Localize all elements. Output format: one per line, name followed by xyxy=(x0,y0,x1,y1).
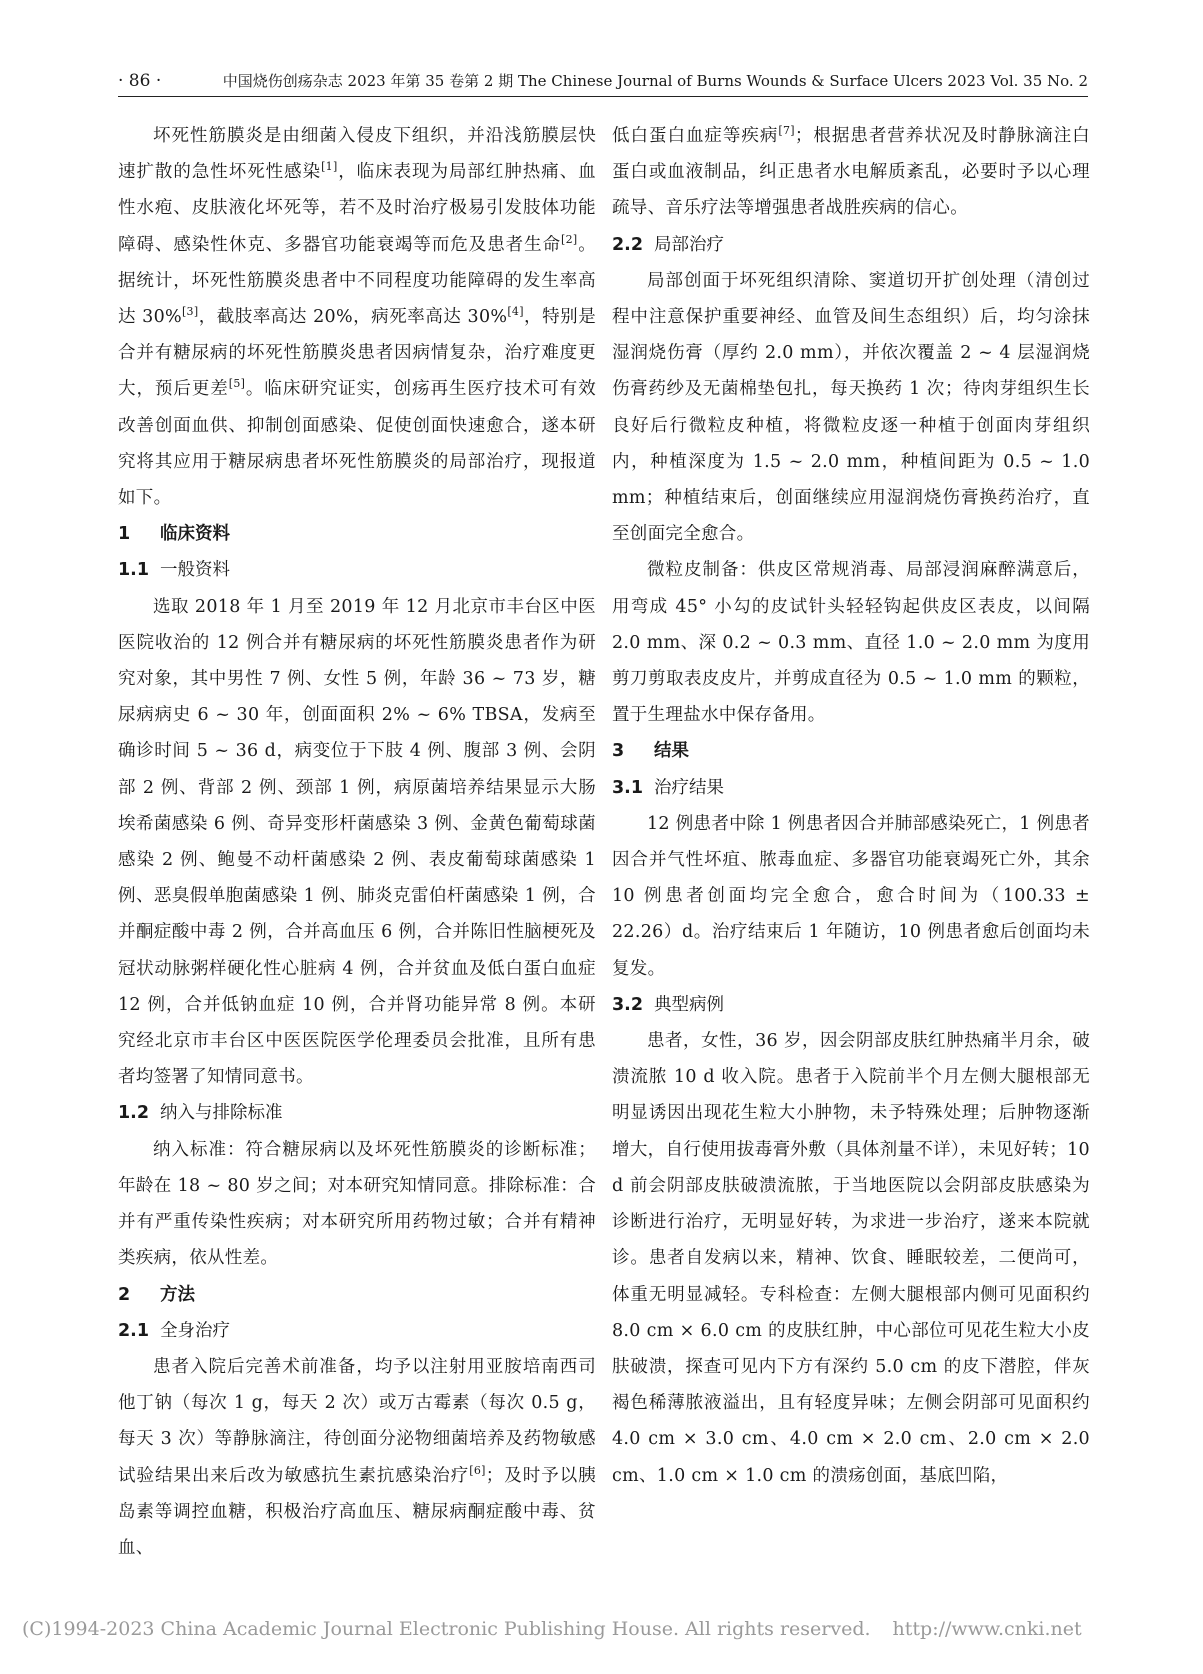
subsection-heading-2-1: 2.1 全身治疗 xyxy=(118,1320,230,1341)
citation[interactable]: [1] xyxy=(321,160,338,174)
case-report-paragraph: 患者，女性，36 岁，因会阴部皮肤红肿热痛半月余，破溃流脓 10 d 收入院。患者于入院前半个月左侧大腿根部无明显诱因出现花生粒大小肿物，未予特殊处理；后肿物逐渐增大，自行使用拔毒膏外敷（具体剂量不详），未见好转；10 d 前会阴部皮肤破溃流脓，于当地医院以会阴部皮肤感染为诊断进行治疗，无明显好转，为求进一步治疗，遂来本院就诊。患者自发病以来，精神、饮食、睡眠较差，二便尚可，体重无明显减轻。专科检查：左侧大腿根部内侧可见面积约 8.0 cm × 6.0 cm 的皮肤红肿，中心部位可见花生粒大小皮肤破溃，探查可见内下方有深约 5.0 cm 的皮下潜腔，伴灰褐色稀薄脓液溢出，且有轻度异味；左侧会阴部可见面积约 4.0 cm × 3.0 cm、4.0 cm × 2.0 cm、2.0 cm × 2.0 cm、1.0 cm × 1.0 cm 的溃疡创面，基底凹陷， xyxy=(612,1031,1090,1486)
subsection-heading-1-1: 1.1 一般资料 xyxy=(118,560,230,581)
intro-paragraph: 坏死性筋膜炎是由细菌入侵皮下组织，并沿浅筋膜层快速扩散的急性坏死性感染[1]，临床表现为局部红肿热痛、血性水疱、皮肤液化坏死等，若不及时治疗极易引发肢体功能障碍、感染性休克、多器官功能衰竭等而危及患者生命[2]。据统计，坏死性筋膜炎患者中不同程度功能障碍的发生率高达 30%[3]，截肢率高达 20%，病死率高达 30%[4]，特别是合并有糖尿病的坏死性筋膜炎患者因病情复杂，治疗难度更大，预后更差[5]。临床研究证实，创疡再生医疗技术可有效改善创面血供、抑制创面感染、促使创面快速愈合，遂本研究将其应用于糖尿病患者坏死性筋膜炎的局部治疗，现报道如下。 xyxy=(118,126,597,509)
subsection-heading-2-2: 2.2 局部治疗 xyxy=(612,234,724,255)
general-data-paragraph: 选取 2018 年 1 月至 2019 年 12 月北京市丰台区中医医院收治的 12 例合并有糖尿病的坏死性筋膜炎患者作为研究对象，其中男性 7 例、女性 5 例，年龄 36 ~ 73 岁，糖尿病病史 6 ~ 30 年，创面面积 2% ~ 6% TBSA，发病至确诊时间 5 ~ 36 d，病变位于下肢 4 例、腹部 3 例、会阴部 2 例、背部 2 例、颈部 1 例，病原菌培养结果显示大肠埃希菌感染 6 例、奇异变形杆菌感染 3 例、金黄色葡萄球菌感染 2 例、鲍曼不动杆菌感染 2 例、表皮葡萄球菌感染 1 例、恶臭假单胞菌感染 1 例、肺炎克雷伯杆菌感染 1 例，合并酮症酸中毒 2 例，合并高血压 6 例，合并陈旧性脑梗死及冠状动脉粥样硬化性心脏病 4 例，合并贫血及低白蛋白血症 12 例，合并低钠血症 10 例，合并肾功能异常 8 例。本研究经北京市丰台区中医医院医学伦理委员会批准，且所有患者均签署了知情同意书。 xyxy=(118,596,596,1088)
citation[interactable]: [3] xyxy=(181,305,199,319)
systemic-treatment-paragraph: 患者入院后完善术前准备，均予以注射用亚胺培南西司他丁钠（每次 1 g，每天 2 次）或万古霉素（每次 0.5 g，每天 3 次）等静脉滴注，待创面分泌物细菌培养及药物敏感试验结果出来后改为敏感抗生素抗感染治疗[6]；及时予以胰岛素等调控血糖，积极治疗高血压、糖尿病酮症酸中毒、贫血、 xyxy=(118,1356,596,1558)
header-rule xyxy=(118,96,1088,97)
criteria-paragraph: 纳入标准：符合糖尿病以及坏死性筋膜炎的诊断标准；年龄在 18 ~ 80 岁之间；对本研究知情同意。排除标准：合并有严重传染性疾病；对本研究所用药物过敏；合并有精神类疾病，依从性差。 xyxy=(118,1139,596,1269)
left-column xyxy=(118,118,596,1566)
subsection-heading-3-2: 3.2 典型病例 xyxy=(612,994,724,1015)
graft-preparation-paragraph: 微粒皮制备：供皮区常规消毒、局部浸润麻醉满意后，用弯成 45° 小勾的皮试针头轻轻钩起供皮区表皮，以间隔 2.0 mm、深 0.2 ~ 0.3 mm、直径 1.0 ~ 2.0 mm 为度用剪刀剪取表皮皮片，并剪成直径为 0.5 ~ 1.0 mm 的颗粒，置于生理盐水中保存备用。 xyxy=(612,560,1090,726)
results-paragraph: 12 例患者中除 1 例患者因合并肺部感染死亡，1 例患者因合并气性坏疽、脓毒血症、多器官功能衰竭死亡外，其余 10 例患者创面均完全愈合，愈合时间为（100.33 ± 22.26）d。治疗结束后 1 年随访，10 例患者愈后创面均未复发。 xyxy=(612,813,1090,979)
journal-line: 中国烧伤创疡杂志 2023 年第 35 卷第 2 期 The Chinese Journal of Burns Wounds & Surface Ulcers 2023 Vol. 35 No. 2 xyxy=(222,72,1088,90)
continued-paragraph: 低白蛋白血症等疾病[7]；根据患者营养状况及时静脉滴注白蛋白或血液制品，纠正患者水电解质紊乱，必要时予以心理疏导、音乐疗法等增强患者战胜疾病的信心。 xyxy=(612,124,1090,219)
citation[interactable]: [5] xyxy=(228,377,246,391)
page-number: · 86 · xyxy=(118,71,162,91)
section-heading-1: 1 临床资料 xyxy=(118,524,230,545)
copyright-footer xyxy=(22,1618,1182,1640)
cnki-link[interactable]: http://www.cnki.net xyxy=(892,1618,1082,1640)
running-header xyxy=(118,68,1088,94)
right-column xyxy=(612,118,1090,1494)
citation[interactable]: [2] xyxy=(561,232,578,246)
citation[interactable]: [4] xyxy=(507,305,524,319)
section-heading-3: 3 结果 xyxy=(612,741,689,762)
section-heading-2: 2 方法 xyxy=(118,1284,195,1305)
subsection-heading-1-2: 1.2 纳入与排除标准 xyxy=(118,1103,283,1124)
subsection-heading-3-1: 3.1 治疗结果 xyxy=(612,777,724,798)
copyright-text: (C)1994-2023 China Academic Journal Electronic Publishing House. All rights reserved. xyxy=(22,1618,871,1640)
citation[interactable]: [6] xyxy=(469,1463,486,1477)
citation[interactable]: [7] xyxy=(778,124,795,137)
local-treatment-paragraph: 局部创面于坏死组织清除、窦道切开扩创处理（清创过程中注意保护重要神经、血管及间生态组织）后，均匀涂抹湿润烧伤膏（厚约 2.0 mm），并依次覆盖 2 ~ 4 层湿润烧伤膏药纱及无菌棉垫包扎，每天换药 1 次；待肉芽组织生长良好后行微粒皮种植，将微粒皮逐一种植于创面肉芽组织内，种植深度为 1.5 ~ 2.0 mm，种植间距为 0.5 ~ 1.0 mm；种植结束后，创面继续应用湿润烧伤膏换药治疗，直至创面完全愈合。 xyxy=(612,270,1090,545)
